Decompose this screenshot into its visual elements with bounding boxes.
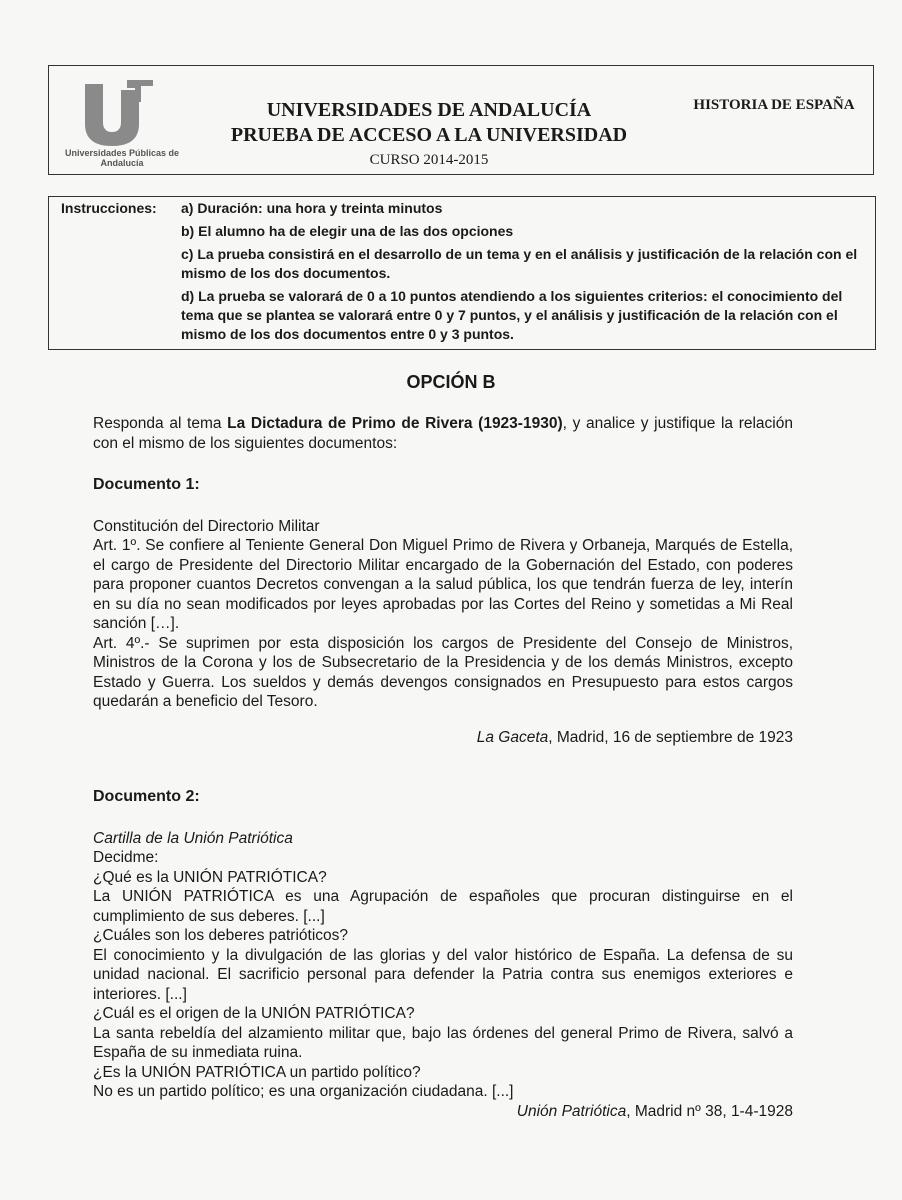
option-title: OPCIÓN B [406,372,496,392]
instruction-item: a) Duración: una hora y treinta minutos [181,200,443,216]
doc1-article-1: Art. 1º. Se confiere al Teniente General Don Miguel Primo de Rivera y Orbaneja, Marqués de Estella, el cargo de Presidente del Directorio Militar encargado de la Gobernación del Estado, con poderes para proponer cuantos Decretos convengan a la salud pública, los que tendrán fuerza de ley, interín en su día no sean modificados por leyes aprobadas por las Cortes del Reino y sometidas a Mi Real sanción […]. [93,537,793,632]
subject-name: HISTORIA DE ESPAÑA [693,97,855,113]
doc2-line: ¿Qué es la UNIÓN PATRIÓTICA? [93,868,327,886]
exam-content [93,414,793,1121]
doc2-line: ¿Cuáles son los deberes patrióticos? [93,927,349,944]
exam-header [48,65,874,175]
course-year: CURSO 2014-2015 [369,152,489,168]
exam-title [219,98,639,148]
doc2-line: Decidme: [93,849,159,866]
doc2-line: El conocimiento y la divulgación de las glorias y del valor histórico de España. La defensa de su unidad nacional. El sacrificio personal para defender la Patria contra sus enemigos exteriores e interiores. [...] [93,946,793,1003]
instruction-item: d) La prueba se valorará de 0 a 10 puntos atendiendo a los siguientes criterios: el conocimiento del tema que se plantea se valorará entre 0 y 7 puntos, y el análisis y justificación de la relación con el mismo de los dos documentos entre 0 y 3 puntos. [181,288,843,342]
logo-caption: Universidades Públicas de Andalucía [64,148,180,168]
doc2-source: Unión Patriótica, Madrid nº 38, 1-4-1928 [516,1102,793,1120]
doc1-source: La Gaceta, Madrid, 16 de septiembre de 1923 [476,728,793,746]
doc2-heading: Documento 2: [93,788,200,805]
instruction-item: b) El alumno ha de elegir una de las dos opciones [181,223,514,239]
university-name: UNIVERSIDADES DE ANDALUCÍA [266,99,592,121]
doc1-article-4: Art. 4º.- Se suprimen por esta disposición los cargos de Presidente del Consejo de Ministros, Ministros de la Corona y los de Subsecretario de la Presidencia y de los demás Ministros, excepto Estado y Guerra. Los sueldos y demás devengos consignados en Presupuesto para estos cargos quedarán a beneficio del Tesoro. [93,634,793,710]
instructions-list [181,199,861,348]
doc1-heading: Documento 1: [93,476,200,493]
u-logo-icon [57,76,157,148]
instructions-label: Instrucciones: [61,200,157,216]
doc1-title: Constitución del Directorio Militar [93,517,320,535]
prompt: Responda al tema La Dictadura de Primo de Rivera (1923-1930), y analice y justifique la relación con el mismo de los siguientes documentos: [93,415,793,452]
doc2-line: ¿Es la UNIÓN PATRIÓTICA un partido político? [93,1063,421,1081]
exam-name: PRUEBA DE ACCESO A LA UNIVERSIDAD [230,124,628,146]
university-logo [57,76,197,171]
doc2-line: La UNIÓN PATRIÓTICA es una Agrupación de españoles que procuran distinguirse en el cumplimiento de sus deberes. [...] [93,888,793,925]
doc2-line: No es un partido político; es una organización ciudadana. [...] [93,1083,514,1100]
topic: La Dictadura de Primo de Rivera (1923-1930) [227,415,563,432]
doc2-line: La santa rebeldía del alzamiento militar que, bajo las órdenes del general Primo de Rivera, salvó a España de su inmediata ruina. [93,1024,793,1061]
instruction-item: c) La prueba consistirá en el desarrollo de un tema y en el análisis y justificación de la relación con el mismo de los dos documentos. [181,246,858,281]
instructions-box [48,196,876,350]
doc2-title: Cartilla de la Unión Patriótica [93,829,293,847]
doc2-line: ¿Cuál es el origen de la UNIÓN PATRIÓTICA? [93,1005,415,1022]
